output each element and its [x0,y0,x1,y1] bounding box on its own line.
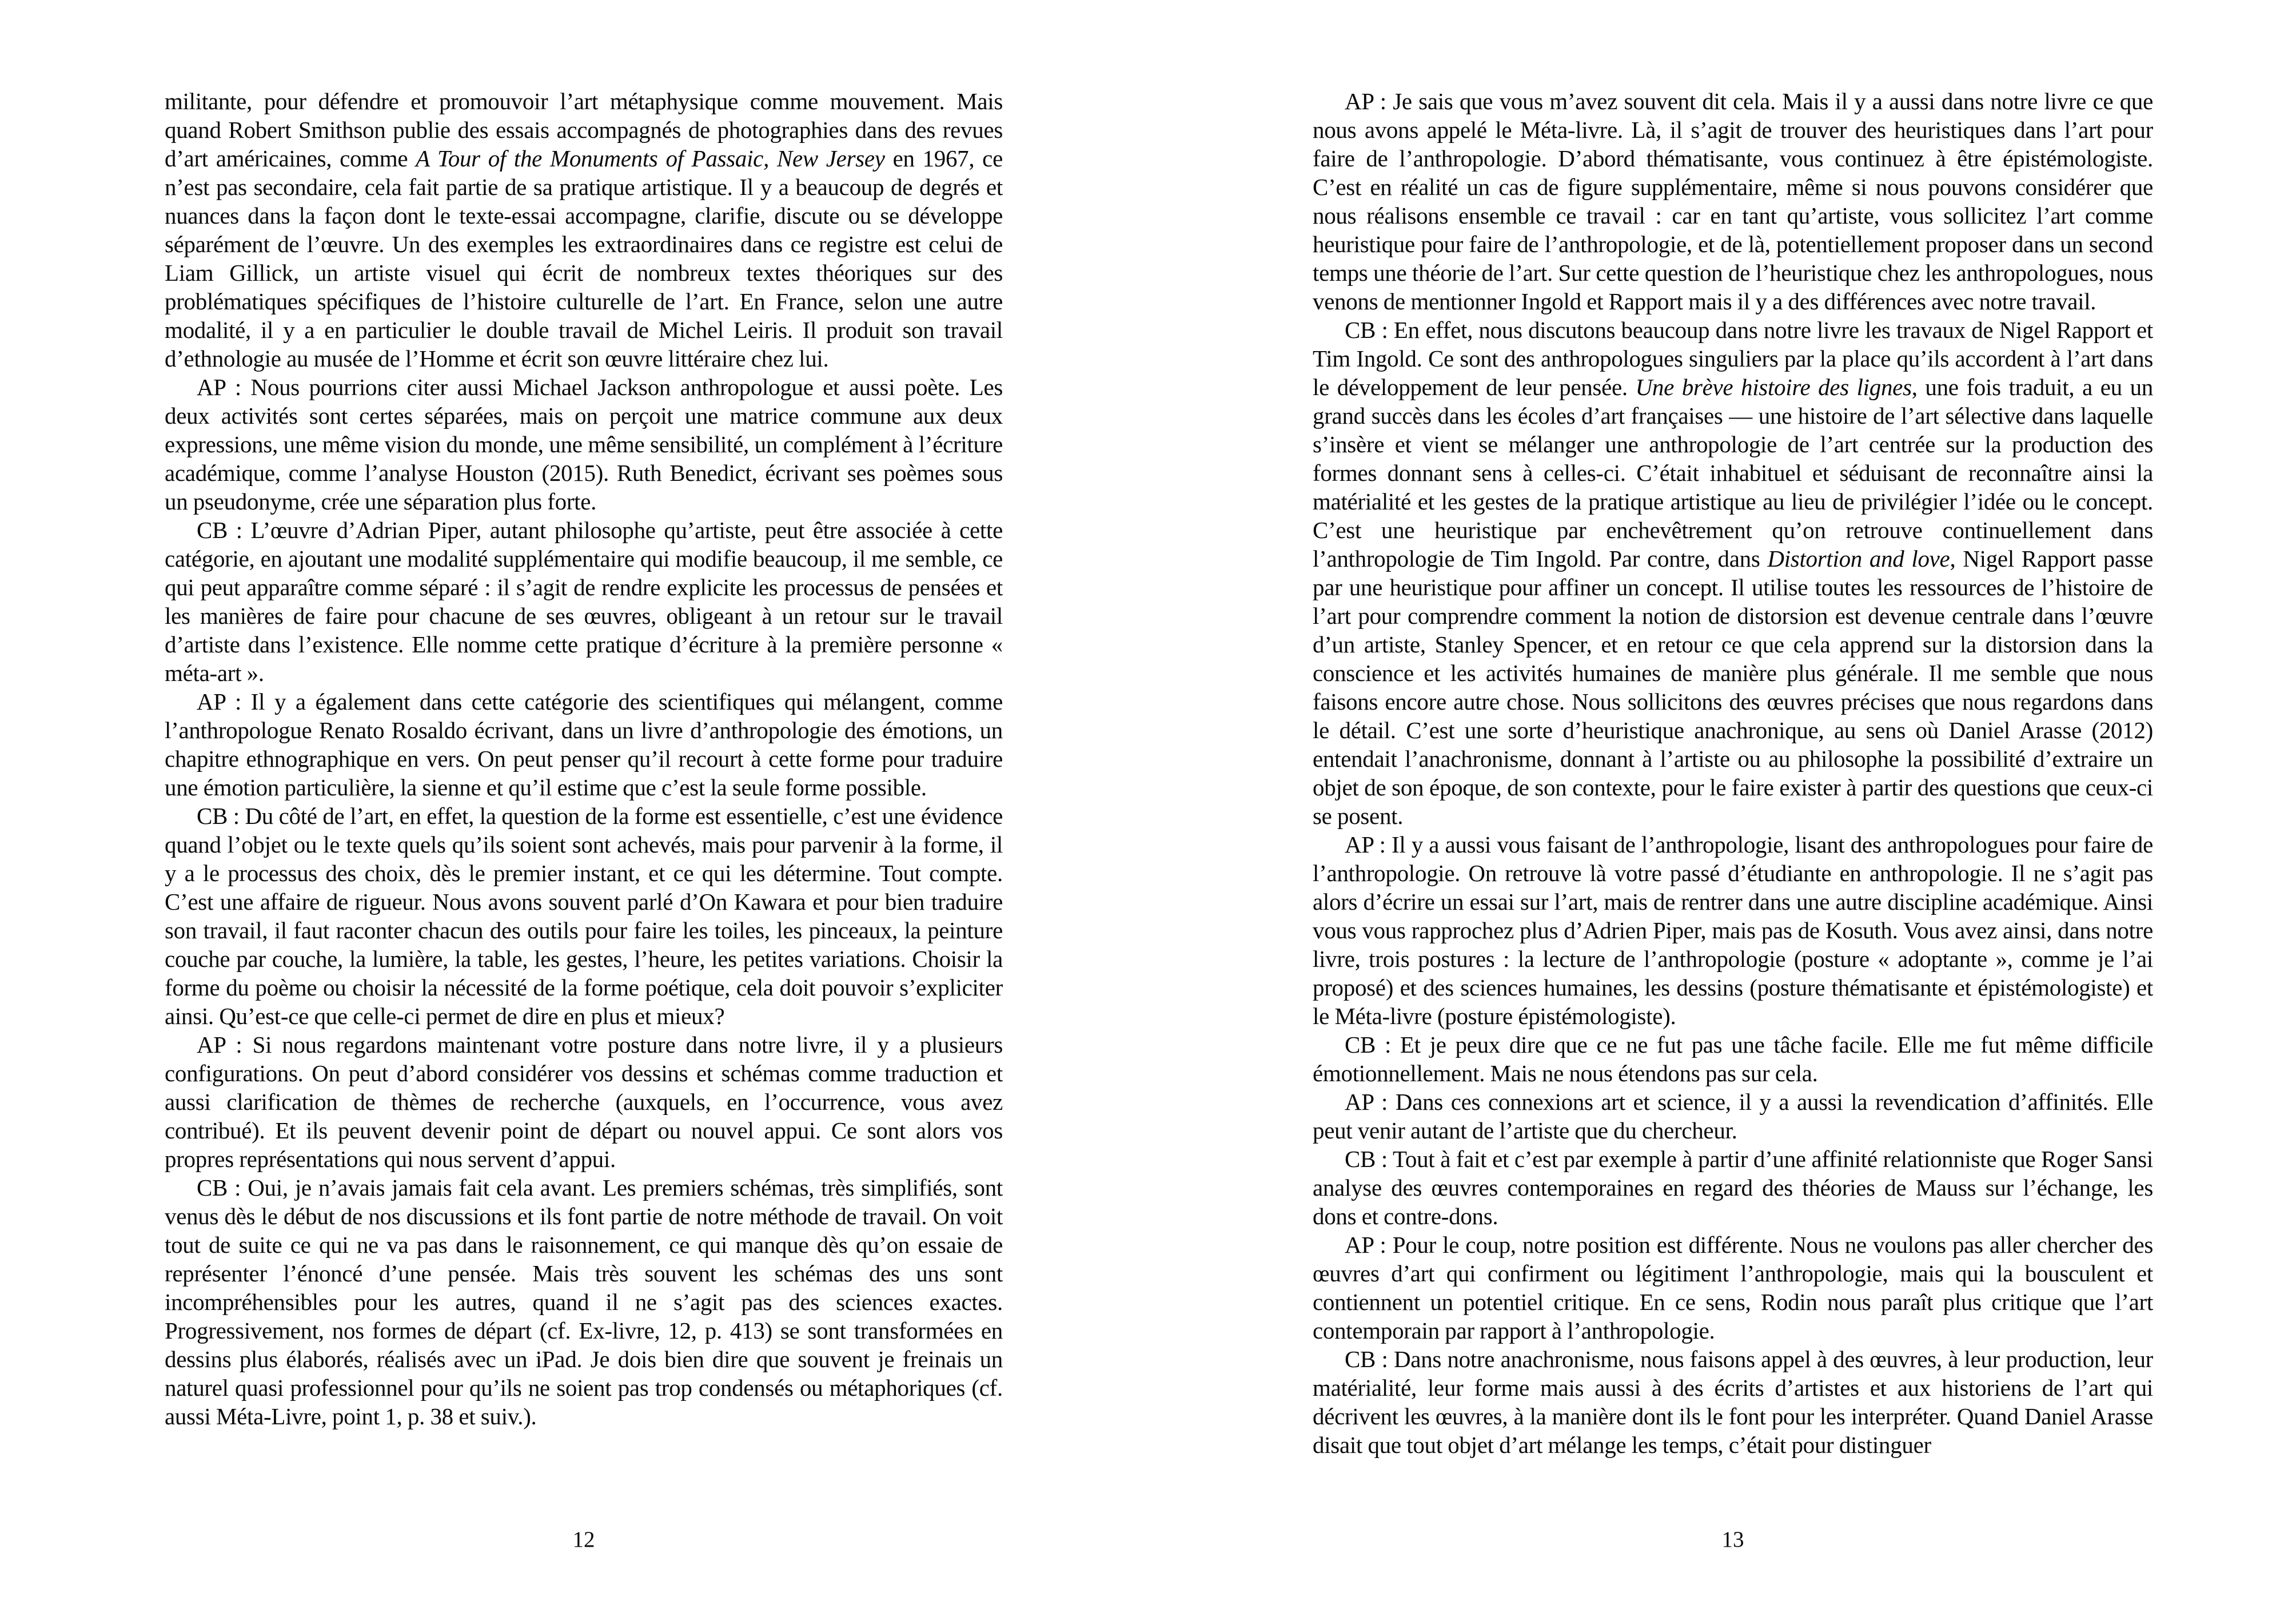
text-run: CB : Et je peux dire que ce ne fut pas une tâche facile. Elle me fut même difficile émotionnellement. Mais ne nous étendons pas sur cela. [1313,1031,2153,1086]
text-run: AP : Pour le coup, notre position est différente. Nous ne voulons pas aller chercher des œuvres d’art qui confirment ou légitiment l’anthropologie, mais qui la bousculent et contiennent un potentiel critique. En ce sens, Rodin nous paraît plus critique que l’art contemporain par rapport à l’anthropologie. [1313,1232,2153,1344]
paragraph [1313,1030,2153,1088]
text-run: AP : Je sais que vous m’avez souvent dit cela. Mais il y a aussi dans notre livre ce que nous avons appelé le Méta-livre. Là, il s’agit de trouver des heuristiques dans l’art pour faire de l’anthropologie. D’abord thématisante, vous continuez à être épistémologiste. C’est en réalité un cas de figure supplémentaire, même si nous pouvons considérer que nous réalisons ensemble ce travail : car en tant qu’artiste, vous sollicitez l’art comme heuristique pour faire de l’anthropologie, et de là, potentiellement proposer dans un second temps une théorie de l’art. Sur cette question de l’heuristique chez les anthropologues, nous venons de mentionner Ingold et Rapport mais il y a des différences avec notre travail. [1313,88,2153,314]
text-run: CB : Tout à fait et c’est par exemple à partir d’une affinité relationniste que Roger Sansi analyse des œuvres contemporaines en regard des théories de Mauss sur l’échange, les dons et contre-dons. [1313,1146,2153,1229]
paragraph [1313,87,2153,316]
page-left-text-column [165,87,1003,1431]
text-run: AP : Il y a également dans cette catégorie des scientifiques qui mélangent, comme l’anthropologue Renato Rosaldo écrivant, dans un livre d’anthropologie des émotions, un chapitre ethnographique en vers. On peut penser qu’il recourt à cette forme pour traduire une émotion particulière, la sienne et qu’il estime que c’est la seule forme possible. [165,688,1003,800]
page-right [1148,0,2296,1621]
paragraph [165,802,1003,1030]
paragraph [1313,316,2153,830]
text-run: militante, pour défendre et promouvoir l’art métaphysique comme mouvement. Mais quand Robert Smithson publie des essais accompagnés de photographies dans des revues d’art américaines, comme [165,88,1003,172]
page-number-left: 12 [572,1527,595,1552]
paragraph [165,1173,1003,1431]
text-run: AP : Il y a aussi vous faisant de l’anthropologie, lisant des anthropologues pour faire de l’anthropologie. On retrouve là votre passé d’étudiante en anthropologie. Il ne s’agit pas alors d’écrire un essai sur l’art, mais de rentrer dans une autre discipline académique. Ainsi vous vous rapprochez plus d’Adrien Piper, mais pas de Kosuth. Vous avez ainsi, dans notre livre, trois postures : la lecture de l’anthropologie (posture « adoptante », comme je l’ai proposé) et des sciences humaines, les dessins (posture thématisante et épistémologiste) et le Méta-livre (posture épistémologiste). [1313,831,2153,1029]
work-title-italic: Une brève histoire des lignes [1635,374,1912,400]
text-run: , une fois traduit, a eu un grand succès dans les écoles d’art françaises — une histoire de l’art sélective dans laquelle s’insère et vient se mélanger une anthropologie de l’art centrée sur la production des formes donnant sens à celles-ci. C’était inhabituel et séduisant de reconnaître ainsi la matérialité et les gestes de la pratique artistique au lieu de privilégier l’idée ou le concept. C’est une heuristique par enchevêtrement qu’on retrouve continuellement dans l’anthropologie de Tim Ingold. Par contre, dans [1313,374,2153,572]
paragraph [165,87,1003,373]
paragraph [1313,1088,2153,1145]
page-number-right: 13 [1721,1527,1744,1552]
work-title-italic: A Tour of the Monuments of Passaic, New Jersey [416,145,885,172]
text-run: AP : Si nous regardons maintenant votre posture dans notre livre, il y a plusieurs configurations. On peut d’abord considérer vos dessins et schémas comme traduction et aussi clarification de thèmes de recherche (auxquels, en l’occurrence, vous avez contribué). Et ils peuvent devenir point de départ ou nouvel appui. Ce sont alors vos propres représentations qui nous servent d’appui. [165,1031,1003,1172]
paragraph [165,373,1003,516]
paragraph [1313,830,2153,1030]
work-title-italic: Distortion and love [1767,545,1950,572]
paragraph [1313,1230,2153,1345]
paragraph [1313,1145,2153,1230]
paragraph [165,687,1003,802]
text-run: CB : En effet, nous discutons beaucoup dans notre livre les travaux de Nigel Rapport et Tim Ingold. Ce sont des anthropologues singuliers par la place qu’ils accordent à l’art dans le développement de leur pensée. [1313,317,2153,400]
paragraph [1313,1345,2153,1459]
text-run: AP : Dans ces connexions art et science, il y a aussi la revendication d’affinités. Elle peut venir autant de l’artiste que du chercheur. [1313,1089,2153,1144]
text-run: CB : Oui, je n’avais jamais fait cela avant. Les premiers schémas, très simplifiés, sont venus dès le début de nos discussions et ils font partie de notre méthode de travail. On voit tout de suite ce qui ne va pas dans le raisonnement, ce qui manque dès qu’on essaie de représenter l’énoncé d’une pensée. Mais très souvent les schémas des uns sont incompréhensibles pour les autres, quand il ne s’agit pas des sciences exactes. Progressivement, nos formes de départ (cf. Ex-livre, 12, p. 413) se sont transformées en dessins plus élaborés, réalisés avec un iPad. Je dois bien dire que souvent je freinais un naturel quasi professionnel pour qu’ils ne soient pas trop condensés ou métaphoriques (cf. aussi Méta-Livre, point 1, p. 38 et suiv.). [165,1174,1003,1429]
text-run: CB : L’œuvre d’Adrian Piper, autant philosophe qu’artiste, peut être associée à cette catégorie, en ajoutant une modalité supplémentaire qui modifie beaucoup, il me semble, ce qui peut apparaître comme séparé : il s’agit de rendre explicite les processus de pensées et les manières de faire pour chacune de ses œuvres, obligeant à un retour sur le travail d’artiste dans l’existence. Elle nomme cette pratique d’écriture à la première personne « méta-art ». [165,517,1003,686]
text-run: CB : Dans notre anachronisme, nous faisons appel à des œuvres, à leur production, leur matérialité, leur forme mais aussi à des écrits d’artistes et aux historiens de l’art qui décrivent les œuvres, à la manière dont ils le font pour les interpréter. Quand Daniel Arasse disait que tout objet d’art mélange les temps, c’était pour distinguer [1313,1346,2153,1458]
text-run: AP : Nous pourrions citer aussi Michael Jackson anthropologue et aussi poète. Les deux activités sont certes séparées, mais on perçoit une matrice commune aux deux expressions, une même vision du monde, une même sensibilité, un complément à l’écriture académique, comme l’analyse Houston (2015). Ruth Benedict, écrivant ses poèmes sous un pseudonyme, crée une séparation plus forte. [165,374,1003,515]
text-run: CB : Du côté de l’art, en effet, la question de la forme est essentielle, c’est une évidence quand l’objet ou le texte quels qu’ils soient sont achevés, mais pour parvenir à la forme, il y a le processus des choix, dès le premier instant, et ce qui les détermine. Tout compte. C’est une affaire de rigueur. Nous avons souvent parlé d’On Kawara et pour bien traduire son travail, il faut raconter chacun des outils pour faire les toiles, les pinceaux, la peinture couche par couche, la lumière, la table, les gestes, l’heure, les petites variations. Choisir la forme du poème ou choisir la nécessité de la forme poétique, cela doit pouvoir s’expliciter ainsi. Qu’est-ce que celle-ci permet de dire en plus et mieux? [165,803,1003,1029]
text-run: , Nigel Rapport passe par une heuristique pour affiner un concept. Il utilise toutes les ressources de l’histoire de l’art pour comprendre comment la notion de distorsion est devenue centrale dans l’œuvre d’un artiste, Stanley Spencer, et en retour ce que cela apprend sur la distorsion dans la conscience et les activités humaines de manière plus générale. Il me semble que nous faisons encore autre chose. Nous sollicitons des œuvres précises que nous regardons dans le détail. C’est une sorte d’heuristique anachronique, au sens où Daniel Arasse (2012) entendait l’anachronisme, donnant à l’artiste ou au philosophe la possibilité d’extraire un objet de son époque, de son contexte, pour le faire exister à partir des questions que ceux-ci se posent. [1313,545,2153,829]
text-run: en 1967, ce n’est pas secondaire, cela fait partie de sa pratique artistique. Il y a beaucoup de degrés et nuances dans la façon dont le texte-essai accompagne, clarifie, discute ou se développe séparément de l’œuvre. Un des exemples les extraordinaires dans ce registre est celui de Liam Gillick, un artiste visuel qui écrit de nombreux textes théoriques sur des problématiques spécifiques de l’histoire culturelle de l’art. En France, selon une autre modalité, il y a en particulier le double travail de Michel Leiris. Il produit son travail d’ethnologie au musée de l’Homme et écrit son œuvre littéraire chez lui. [165,145,1003,372]
paragraph [165,516,1003,687]
page-right-text-column [1313,87,2153,1459]
paragraph [165,1030,1003,1173]
